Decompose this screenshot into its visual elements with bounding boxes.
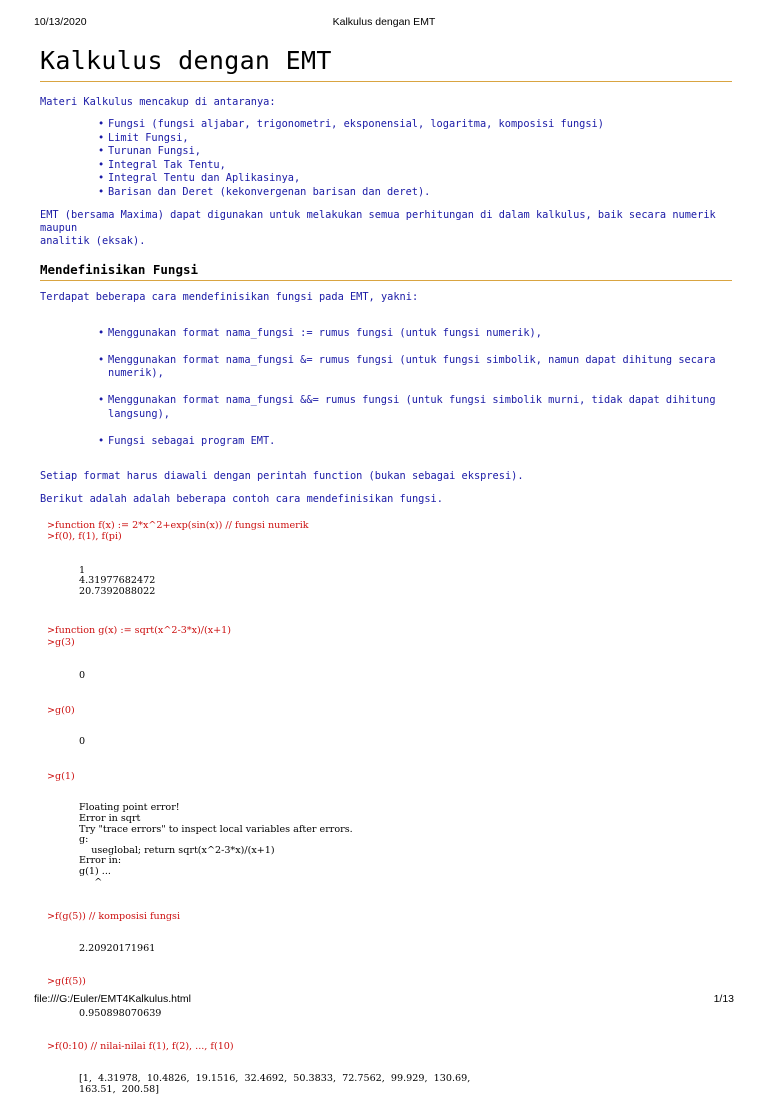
page-number: 1/13 [713, 993, 734, 1005]
list-item-text: Menggunakan format nama_fungsi &&= rumus fungsi (untuk fungsi simbolik murni, tidak dapat dihitung langsung), [108, 394, 716, 420]
intro-text: Materi Kalkulus mencakup di antaranya: [40, 96, 276, 108]
bullet-icon: • [98, 434, 105, 447]
command-line[interactable]: >function f(x) := 2*x^2+exp(sin(x)) // fungsi numerik >f(0), f(1), f(pi) [47, 519, 309, 542]
list-item [98, 145, 732, 159]
bullet-icon: • [98, 145, 105, 157]
methods-list [40, 313, 732, 462]
command-output: 1 4.31977682472 20.7392088022 [79, 564, 156, 597]
bullet-icon: • [98, 353, 105, 366]
bullet-icon: • [98, 158, 105, 171]
bullet-icon: • [98, 131, 105, 144]
section-heading: Mendefinisikan Fungsi [40, 262, 732, 281]
command-line[interactable]: >f(0:10) // nilai-nilai f(1), f(2), ..., f(10) [47, 1041, 234, 1053]
topics-list [40, 118, 732, 199]
list-item [98, 172, 732, 186]
list-item-text: Integral Tentu dan Aplikasinya, [108, 172, 301, 184]
list-item [98, 434, 732, 449]
page-title: Kalkulus dengan EMT [40, 46, 732, 82]
examples-intro: Berikut adalah adalah beberapa contoh cara mendefinisikan fungsi. [40, 492, 443, 505]
bullet-icon: • [98, 326, 105, 339]
list-item [98, 131, 732, 146]
list-item [98, 353, 732, 381]
command-line[interactable]: >g(1) [47, 770, 75, 782]
list-item [98, 158, 732, 173]
command-output: 2.20920171961 [79, 942, 156, 954]
command-line[interactable]: >f(g(5)) // komposisi fungsi [47, 911, 181, 923]
print-header [34, 16, 734, 30]
command-output: 0 [79, 670, 86, 682]
command-output: Floating point error! Error in sqrt Try "trace errors" to inspect local variables after errors. g: useglobal; return sqrt(x^2-3*x)/(x+1) Error in: g(1) ... ^ [79, 802, 353, 888]
list-item-text: Menggunakan format nama_fungsi &= rumus fungsi (untuk fungsi simbolik, namun dapat dihitung secara numerik), [108, 353, 716, 379]
list-item-text: Barisan dan Deret (kekonvergenan barisan dan deret). [108, 185, 431, 198]
print-footer [34, 993, 734, 1007]
command-line[interactable]: >function g(x) := sqrt(x^2-3*x)/(x+1) >g(3) [47, 625, 232, 648]
print-url: file:///G:/Euler/EMT4Kalkulus.html [34, 993, 191, 1005]
command-line[interactable]: >g(0) [47, 704, 75, 716]
bullet-icon: • [98, 185, 105, 198]
bullet-icon: • [98, 118, 105, 130]
command-output: 0 [79, 736, 86, 748]
list-item-text: Turunan Fungsi, [108, 145, 201, 157]
document-page [40, 46, 732, 1095]
command-line[interactable]: >g(f(5)) [47, 976, 86, 988]
list-item-text: Menggunakan format nama_fungsi := rumus fungsi (untuk fungsi numerik), [108, 326, 542, 339]
list-item [98, 394, 732, 421]
emt-note: EMT (bersama Maxima) dapat digunakan untuk melakukan semua perhitungan di dalam kalkulus, baik secara numerik maupun analitik (eksak). [40, 209, 716, 247]
command-output: [1, 4.31978, 10.4826, 19.1516, 32.4692, 50.3833, 72.7562, 99.929, 130.69, 163.51, 200.58] [79, 1072, 471, 1095]
print-doc-title: Kalkulus dengan EMT [332, 16, 436, 28]
bullet-icon: • [98, 172, 105, 184]
list-item-text: Fungsi sebagai program EMT. [108, 434, 276, 447]
bullet-icon: • [98, 394, 105, 406]
format-note: Setiap format harus diawali dengan perintah function (bukan sebagai ekspresi). [40, 469, 524, 482]
list-item [98, 118, 732, 132]
command-output: 0.950898070639 [79, 1007, 162, 1019]
list-item [98, 185, 732, 200]
list-item-text: Fungsi (fungsi aljabar, trigonometri, eksponensial, logaritma, komposisi fungsi) [108, 118, 604, 130]
list-item-text: Integral Tak Tentu, [108, 158, 226, 171]
section-intro: Terdapat beberapa cara mendefinisikan fungsi pada EMT, yakni: [40, 291, 419, 303]
list-item-text: Limit Fungsi, [108, 131, 189, 144]
print-date: 10/13/2020 [34, 16, 87, 28]
list-item [98, 326, 732, 341]
